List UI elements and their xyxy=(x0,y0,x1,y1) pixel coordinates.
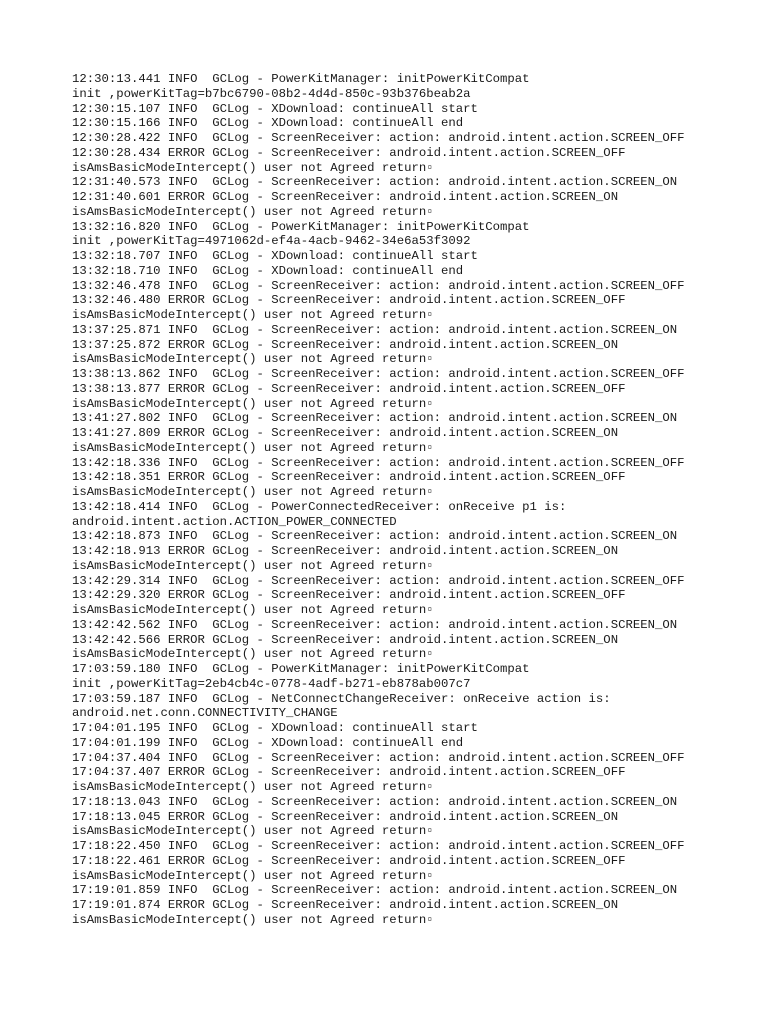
log-line: isAmsBasicModeIntercept() user not Agreed return▫ xyxy=(72,396,434,411)
log-line: 17:04:01.195 INFO GCLog - XDownload: continueAll start xyxy=(72,721,478,735)
log-line: 13:32:46.480 ERROR GCLog - ScreenReceiver: android.intent.action.SCREEN_OFF xyxy=(72,293,626,308)
log-line: isAmsBasicModeIntercept() user not Agreed return▫ xyxy=(72,440,434,455)
log-line: 12:30:13.441 INFO GCLog - PowerKitManager: initPowerKitCompat xyxy=(72,72,530,86)
log-line: 13:42:42.562 INFO GCLog - ScreenReceiver: action: android.intent.action.SCREEN_ON xyxy=(72,617,678,632)
log-line: 17:19:01.859 INFO GCLog - ScreenReceiver: action: android.intent.action.SCREEN_ON xyxy=(72,883,678,898)
log-line: 13:42:18.913 ERROR GCLog - ScreenReceiver: android.intent.action.SCREEN_ON xyxy=(72,544,619,558)
log-line: init ,powerKitTag=b7bc6790-08b2-4d4d-850c-93b376beab2a xyxy=(72,86,471,101)
log-line: isAmsBasicModeIntercept() user not Agreed return▫ xyxy=(72,352,434,367)
log-line: 17:18:22.461 ERROR GCLog - ScreenReceiver: android.intent.action.SCREEN_OFF xyxy=(72,853,626,868)
log-line: 13:42:18.414 INFO GCLog - PowerConnectedReceiver: onReceive p1 is: xyxy=(72,499,567,514)
log-line: 13:42:42.566 ERROR GCLog - ScreenReceiver: android.intent.action.SCREEN_ON xyxy=(72,632,619,647)
log-line: isAmsBasicModeIntercept() user not Agreed return▫ xyxy=(72,160,434,175)
log-line: 13:42:29.314 INFO GCLog - ScreenReceiver: action: android.intent.action.SCREEN_OFF xyxy=(72,573,685,588)
log-line: 13:32:18.707 INFO GCLog - XDownload: continueAll start xyxy=(72,249,478,263)
log-line: 17:18:13.043 INFO GCLog - ScreenReceiver: action: android.intent.action.SCREEN_ON xyxy=(72,794,678,809)
log-line: 12:30:28.422 INFO GCLog - ScreenReceiver: action: android.intent.action.SCREEN_OFF xyxy=(72,131,685,145)
log-line: 12:30:28.434 ERROR GCLog - ScreenReceiver: android.intent.action.SCREEN_OFF xyxy=(72,145,626,160)
log-line: isAmsBasicModeIntercept() user not Agreed return▫ xyxy=(72,603,434,617)
log-line: 13:32:18.710 INFO GCLog - XDownload: continueAll end xyxy=(72,263,464,278)
log-line: init ,powerKitTag=4971062d-ef4a-4acb-9462-34e6a53f3092 xyxy=(72,234,471,249)
log-line: 13:32:46.478 INFO GCLog - ScreenReceiver: action: android.intent.action.SCREEN_OFF xyxy=(72,278,685,293)
log-line: 17:03:59.187 INFO GCLog - NetConnectChangeReceiver: onReceive action is: xyxy=(72,691,611,706)
log-line: android.intent.action.ACTION_POWER_CONNECTED xyxy=(72,514,397,529)
log-line: init ,powerKitTag=2eb4cb4c-0778-4adf-b271-eb878ab007c7 xyxy=(72,676,471,691)
log-line: 17:19:01.874 ERROR GCLog - ScreenReceiver: android.intent.action.SCREEN_ON xyxy=(72,898,619,912)
log-line: isAmsBasicModeIntercept() user not Agreed return▫ xyxy=(72,558,434,573)
log-line: 12:31:40.601 ERROR GCLog - ScreenReceiver: android.intent.action.SCREEN_ON xyxy=(72,190,619,204)
log-line: 17:04:37.404 INFO GCLog - ScreenReceiver: action: android.intent.action.SCREEN_OFF xyxy=(72,750,685,765)
log-line: 17:18:22.450 INFO GCLog - ScreenReceiver: action: android.intent.action.SCREEN_OFF xyxy=(72,839,685,853)
log-line: 17:04:37.407 ERROR GCLog - ScreenReceiver: android.intent.action.SCREEN_OFF xyxy=(72,765,626,780)
log-line: 13:41:27.802 INFO GCLog - ScreenReceiver: action: android.intent.action.SCREEN_ON xyxy=(72,411,678,426)
log-line: 13:41:27.809 ERROR GCLog - ScreenReceiver: android.intent.action.SCREEN_ON xyxy=(72,426,619,440)
log-line: isAmsBasicModeIntercept() user not Agreed return▫ xyxy=(72,204,434,219)
log-line: 12:30:15.107 INFO GCLog - XDownload: continueAll start xyxy=(72,101,478,116)
log-line: 13:32:16.820 INFO GCLog - PowerKitManager: initPowerKitCompat xyxy=(72,219,530,234)
log-line: 13:37:25.872 ERROR GCLog - ScreenReceiver: android.intent.action.SCREEN_ON xyxy=(72,337,619,352)
log-line: 13:42:18.351 ERROR GCLog - ScreenReceiver: android.intent.action.SCREEN_OFF xyxy=(72,470,626,485)
log-text-block xyxy=(72,72,732,928)
log-line: 13:38:13.877 ERROR GCLog - ScreenReceiver: android.intent.action.SCREEN_OFF xyxy=(72,381,626,396)
log-line: 17:03:59.180 INFO GCLog - PowerKitManager: initPowerKitCompat xyxy=(72,662,530,676)
log-line: isAmsBasicModeIntercept() user not Agreed return▫ xyxy=(72,647,434,662)
log-line: isAmsBasicModeIntercept() user not Agreed return▫ xyxy=(72,780,434,794)
log-line: isAmsBasicModeIntercept() user not Agreed return▫ xyxy=(72,912,434,927)
log-line: 12:30:15.166 INFO GCLog - XDownload: continueAll end xyxy=(72,116,464,131)
log-line: isAmsBasicModeIntercept() user not Agreed return▫ xyxy=(72,868,434,883)
log-line: 17:04:01.199 INFO GCLog - XDownload: continueAll end xyxy=(72,735,464,750)
log-line: 13:42:18.336 INFO GCLog - ScreenReceiver: action: android.intent.action.SCREEN_OFF xyxy=(72,455,685,470)
log-line: 13:42:29.320 ERROR GCLog - ScreenReceiver: android.intent.action.SCREEN_OFF xyxy=(72,588,626,603)
log-line: isAmsBasicModeIntercept() user not Agreed return▫ xyxy=(72,485,434,499)
log-line: 12:31:40.573 INFO GCLog - ScreenReceiver: action: android.intent.action.SCREEN_ON xyxy=(72,175,678,190)
log-line: 13:42:18.873 INFO GCLog - ScreenReceiver: action: android.intent.action.SCREEN_ON xyxy=(72,529,678,544)
log-line: 13:38:13.862 INFO GCLog - ScreenReceiver: action: android.intent.action.SCREEN_OFF xyxy=(72,367,685,381)
log-line: 17:18:13.045 ERROR GCLog - ScreenReceiver: android.intent.action.SCREEN_ON xyxy=(72,809,619,824)
log-line: isAmsBasicModeIntercept() user not Agreed return▫ xyxy=(72,308,434,322)
log-line: android.net.conn.CONNECTIVITY_CHANGE xyxy=(72,706,338,721)
log-line: 13:37:25.871 INFO GCLog - ScreenReceiver: action: android.intent.action.SCREEN_ON xyxy=(72,322,678,337)
log-line: isAmsBasicModeIntercept() user not Agreed return▫ xyxy=(72,824,434,839)
